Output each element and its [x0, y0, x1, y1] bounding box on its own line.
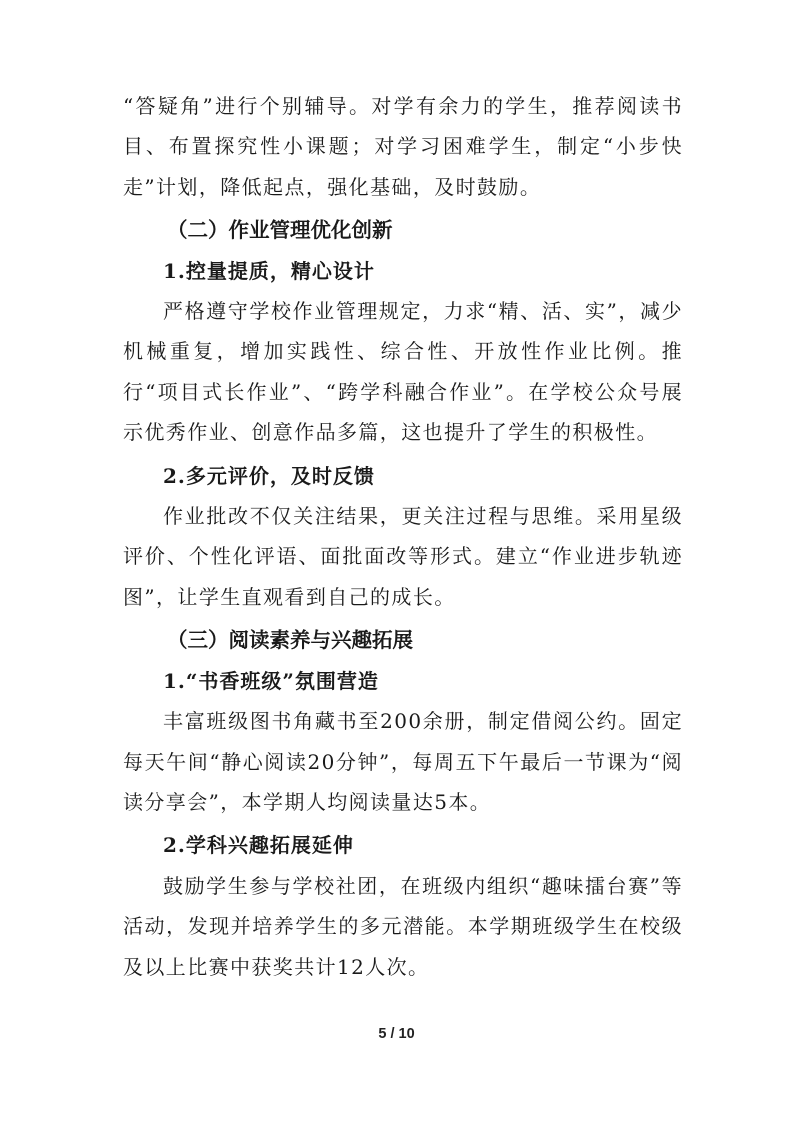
subheading-book-class: 1.“书香班级”氛围营造 — [163, 668, 379, 693]
subheading-design: 1.控量提质，精心设计 — [163, 258, 375, 283]
subheading-evaluation: 2.多元评价，及时反馈 — [163, 463, 375, 488]
page-number: 5 / 10 — [378, 1026, 415, 1042]
paragraph-book-class: 丰富班级图书角藏书至200余册，制定借阅公约。固定每天午间“静心阅读20分钟”，每周五下午最后一节课为“阅读分享会”，本学期人均阅读量达5本。 — [123, 709, 683, 814]
paragraph-evaluation: 作业批改不仅关注结果，更关注过程与思维。采用星级评价、个性化评语、面批面改等形式。建立“作业进步轨迹图”，让学生直观看到自己的成长。 — [123, 504, 683, 609]
section-heading-reading: （三）阅读素养与兴趣拓展 — [167, 628, 413, 653]
paragraph-design: 严格遵守学校作业管理规定，力求“精、活、实”，减少机械重复，增加实践性、综合性、开放性作业比例。推行“项目式长作业”、“跨学科融合作业”。在学校公众号展示优秀作业、创意作品多篇，这也提升了学生的积极性。 — [123, 299, 683, 445]
paragraph-continued: “答疑角”进行个别辅导。对学有余力的学生，推荐阅读书目、布置探究性小课题；对学习困难学生，制定“小步快走”计划，降低起点，强化基础，及时鼓励。 — [123, 94, 683, 199]
document-body — [123, 86, 683, 987]
section-heading-homework: （二）作业管理优化创新 — [167, 218, 393, 243]
paragraph-interest: 鼓励学生参与学校社团，在班级内组织“趣味擂台赛”等活动，发现并培养学生的多元潜能。本学期班级学生在校级及以上比赛中获奖共计12人次。 — [123, 873, 683, 979]
subheading-interest: 2.学科兴趣拓展延伸 — [163, 833, 354, 858]
